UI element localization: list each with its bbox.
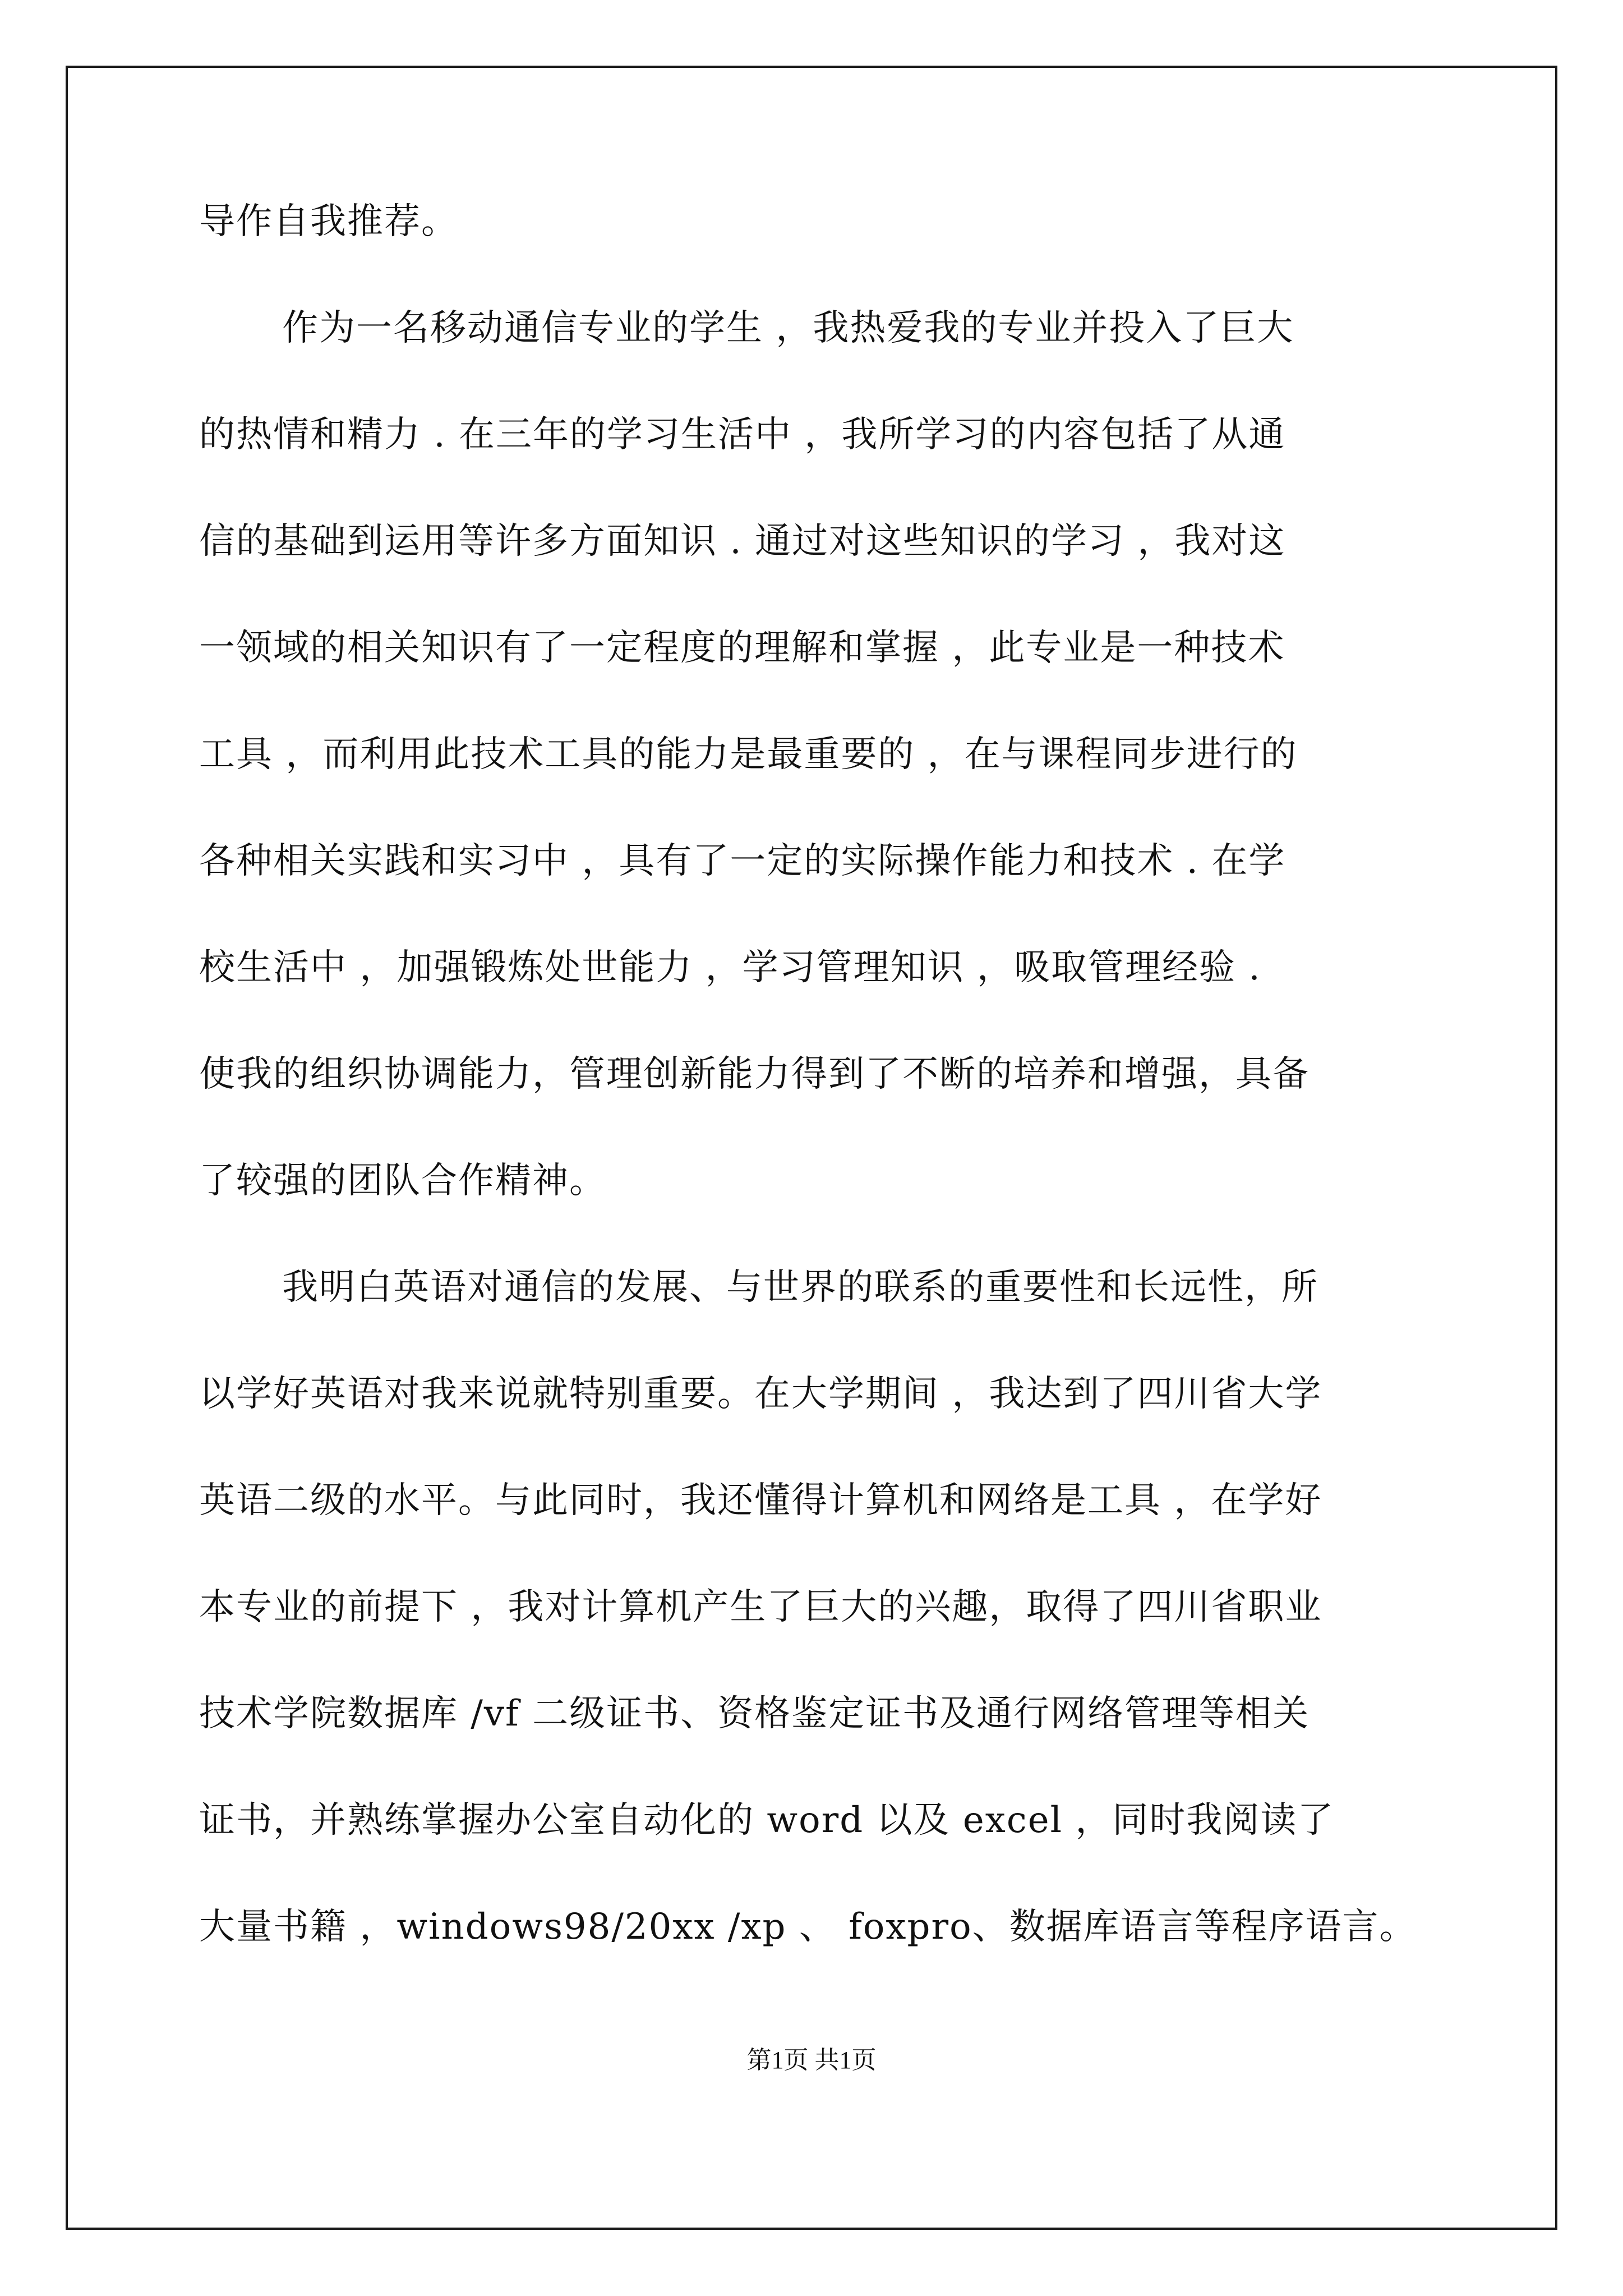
text-line: 以学好英语对我来说就特别重要。在大学期间 ，我达到了四川省大学 [199,1373,1322,1415]
text-line: 大量书籍 ，windows98/20xx /xp 、 foxpro、数据库语言等程序语言。 [199,1906,1417,1948]
page-number-footer: 第1页 共1页 [746,2046,877,2074]
text-line: 本专业的前提下 ，我对计算机产生了巨大的兴趣，取得了四川省职业 [199,1586,1322,1628]
text-line: 一领域的相关知识有了一定程度的理解和掌握 ，此专业是一种技术 [199,627,1285,669]
text-line: 英语二级的水平。与此同时，我还懂得计算机和网络是工具 ，在学好 [199,1480,1322,1521]
text-line: 使我的组织协调能力，管理创新能力得到了不断的培养和增强，具备 [199,1053,1310,1095]
text-line: 工具 ，而利用此技术工具的能力是最重要的 ，在与课程同步进行的 [199,734,1298,775]
text-line: 了较强的团队合作精神。 [199,1160,606,1202]
text-line: 的热情和精力 . 在三年的学习生活中 ，我所学习的内容包括了从通 [199,414,1286,455]
text-line: 技术学院数据库 /vf 二级证书、资格鉴定证书及通行网络管理等相关 [199,1693,1310,1734]
paragraph-start-line: 作为一名移动通信专业的学生 ，我热爱我的专业并投入了巨大 [282,307,1294,349]
text-line: 校生活中 ，加强锻炼处世能力 ，学习管理知识 ，吸取管理经验 . [199,947,1261,988]
paragraph-start-line: 我明白英语对通信的发展、与世界的联系的重要性和长远性，所 [282,1267,1318,1308]
text-line: 信的基础到运用等许多方面知识 . 通过对这些知识的学习 ，我对这 [199,521,1286,562]
text-line: 各种相关实践和实习中 ，具有了一定的实际操作能力和技术 . 在学 [199,840,1286,882]
text-line: 导作自我推荐。 [199,201,458,242]
text-line: 证书，并熟练掌握办公室自动化的 word 以及 excel ，同时我阅读了 [199,1800,1335,1841]
